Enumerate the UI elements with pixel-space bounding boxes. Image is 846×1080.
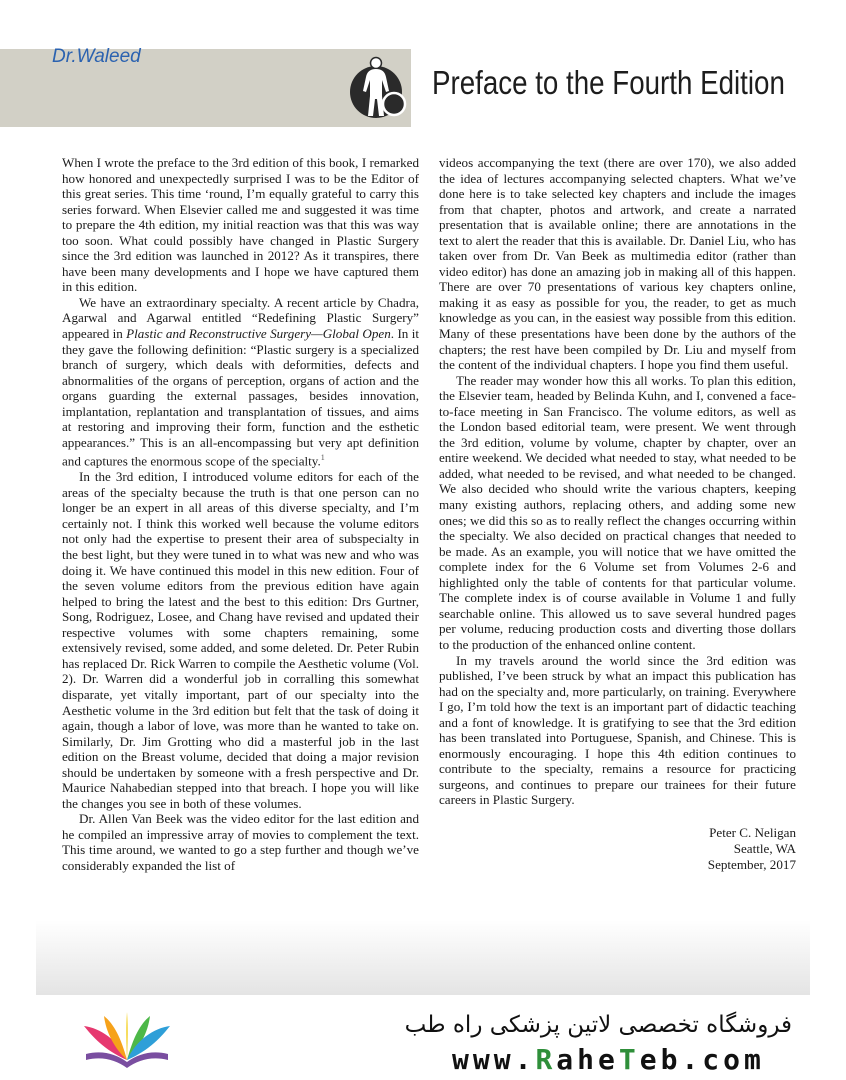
author-name: Peter C. Neligan — [709, 824, 796, 840]
paragraph: Dr. Allen Van Beek was the video editor for the last edition and he compiled an impressive array of movies to complement the text. This time around, we wanted to go a step further and though we’ve considerably expanded the list of — [62, 811, 419, 873]
store-name: فروشگاه تخصصی لاتین پزشکی راه طب — [404, 1012, 792, 1038]
human-figure-icon — [349, 54, 409, 122]
footer-fade — [36, 920, 810, 995]
paragraph: The reader may wonder how this all works. To plan this edition, the Elsevier team, headed by Belinda Kuhn, and I, convened a face-to-face meeting in San Francisco. The volume editors, as well as the London based editorial team, were present. We went through the 3rd edition, volume by volume, chapter by chapter, over an entire weekend. We decided what needed to stay, what needed to be added, what needed to be revised, and what needed to be changed. We also decided who should write the various chapters, keeping many existing authors, replacing others, and adding some new ones; we did this so as to really reflect the changes occurring within the specialty. We also decided on practical changes that needed to be made. As an example, you will notice that we have omitted the complete index for the 6 Volume set from Volumes 2-6 and highlighted only the table of contents for that particular volume. The complete index is of course available in Volume 1 and fully searchable online. This allowed us to save several hundred pages per volume, reducing production costs and diverting those dollars to the production of the enhanced online content. — [439, 372, 796, 652]
signoff — [439, 825, 796, 873]
paragraph: In my travels around the world since the 3rd edition was published, I’ve been struck by what an impact this publication has had on the specialty and, more particularly, on training. Everywhere I go, I’m told how the text is an important part of didactic teaching and a font of knowledge. It is gratifying to see that the 3rd edition has been translated into Portuguese, Spanish, and Chinese. This is enormously encouraging. I hope this 4th edition continues to contribute to the specialty, remains a resource for practicing surgeons, and continues to prepare our trainees for their future careers in Plastic Surgery. — [439, 652, 796, 808]
paragraph: We have an extraordinary specialty. A recent article by Chadra, Agarwal and Agarwal entitled “Redefining Plastic Surgery” appeared in Plastic and Reconstructive Surgery—Global Open. In it they gave the following definition: “Plastic surgery is a specialized branch of surgery, which deals with deformities, defects and abnormalities of the organs of perception, organs of action and the organs guarding the external passages, besides innovation, implantation, replantation and transplantation of tissues, and aims at restoring and improving their form, function and the esthetic appearances.” This is an all-encompassing but very apt definition and captures the enormous scope of the specialty.$^1$ — [62, 294, 419, 469]
text-column-right — [439, 155, 796, 873]
paragraph: When I wrote the preface to the 3rd edition of this book, I remarked how honored and unexpectedly surprised I was to be the Editor of this great series. This time ‘round, I’m equally grateful to carry this series forward. When Elsevier called me and suggested it was time to prepare the 4th edition, my initial reaction was that this was way too soon. What could possibly have changed in Plastic Surgery since the 3rd edition was launched in 2012? As it transpires, there have been many developments and I hope we have captured them in this edition. — [62, 155, 419, 295]
paragraph: In the 3rd edition, I introduced volume editors for each of the areas of the specialty because the truth is that one person can no longer be an expert in all areas of this diverse specialty, and I’m certainly not. I think this worked well because the volume editors not only had the expertise to present their area of subspecialty in the best light, but they were tuned in to what was new and who was doing it. We have continued this model in this new edition. Four of the seven volume editors from the previous edition have again helped to bring the latest and the best to this edition: Drs Gurtner, Song, Rodriguez, Losee, and Chang have revised and updated their respective volumes with some chapters remaining, some extensively revised, some added, and some deleted. Dr. Peter Rubin has replaced Dr. Rick Warren to compile the Aesthetic volume (Vol. 2). Dr. Warren did a wonderful job in corralling this somewhat disparate, yet vitally important, part of our specialty into the Aesthetic volume in the 3rd edition but felt that the task of doing it again, though a labor of love, was more than he wanted to take on. Similarly, Dr. Jim Grotting who did a masterful job in the last edition on the Breast volume, decided that doing a major revision should be undertaken by someone with a fresh perspective and Dr. Maurice Nahabedian stepped into that breach. I hope you will like the changes you see in both of these volumes. — [62, 469, 419, 811]
store-url[interactable]: www.RaheTeb.com — [452, 1043, 765, 1076]
page-title: Preface to the Fourth Edition — [432, 64, 785, 101]
text-column-left — [62, 155, 419, 874]
watermark-text: Dr.Waleed — [52, 46, 141, 67]
open-book-icon — [78, 1010, 176, 1070]
reference-marker: 1 — [320, 453, 325, 463]
author-place: Seattle, WA — [733, 840, 796, 856]
paragraph: videos accompanying the text (there are over 170), we also added the idea of lectures accompanying selected chapters. What we’ve done here is to take selected key chapters and include the images from that chapter, photos and artwork, and create a narrated presentation that is available online; there are annotations in the text to alert the reader that this is available. Dr. Daniel Liu, who has taken over from Dr. Van Beek as multimedia editor (rather than video editor) has done an amazing job in making all of this happen. There are over 70 presentations of various key chapters online, making it as easy as possible for you, the reader, to get as much knowledge as you can, in the easiest way possible from this edition. Many of these presentations have been done by the authors of the chapters; the rest have been compiled by Dr. Liu and myself from the content of the individual chapters. I hope you find them useful. — [439, 155, 796, 373]
preface-date: September, 2017 — [707, 856, 796, 872]
journal-title: Plastic and Reconstructive Surgery—Global Open — [126, 326, 391, 342]
